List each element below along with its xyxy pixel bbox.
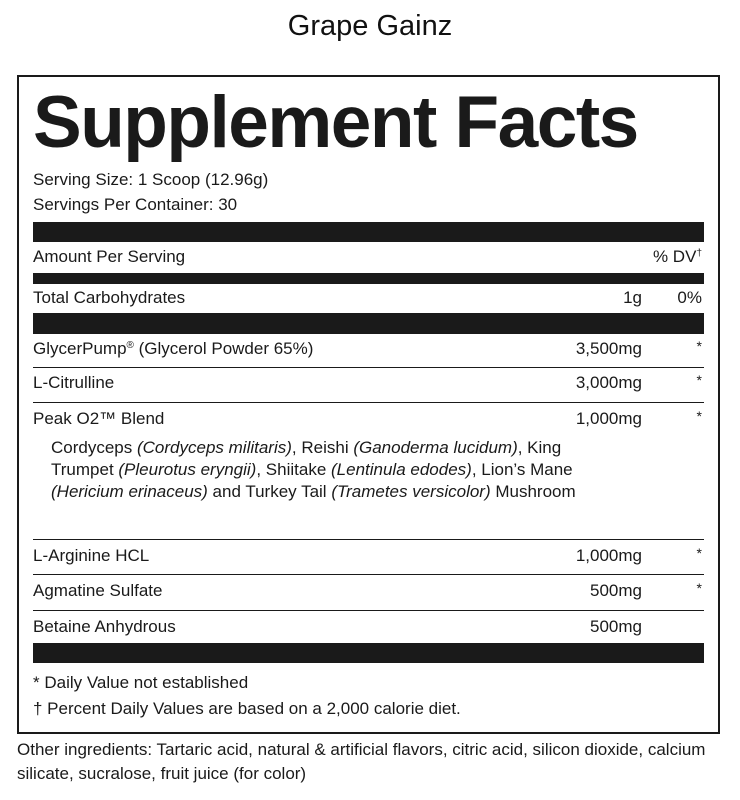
ingredient-name: Peak O2™ Blend	[33, 409, 165, 428]
table-row	[33, 286, 704, 310]
ingredient-name: Agmatine Sulfate	[33, 581, 163, 600]
ingredient-amount: 1g	[623, 288, 642, 307]
servings-per-container: Servings Per Container: 30	[33, 195, 238, 214]
ingredient-name: L-Citrulline	[33, 373, 115, 392]
ingredient-amount: 500mg	[590, 581, 642, 600]
ingredient-name: Betaine Anhydrous	[33, 617, 176, 636]
medium-divider	[33, 273, 704, 284]
daily-value-footnote: * Daily Value not established	[33, 673, 249, 692]
thick-divider	[33, 313, 704, 334]
table-row	[33, 371, 704, 395]
row-divider	[33, 610, 704, 611]
amount-per-serving-header	[33, 245, 704, 269]
percent-dv-footnote: † Percent Daily Values are based on a 2,000 calorie diet.	[33, 699, 461, 718]
amount-per-serving-label: Amount Per Serving	[33, 247, 186, 266]
ingredient-dv: *	[696, 545, 702, 561]
row-divider	[33, 367, 704, 368]
product-title: Grape Gainz	[287, 10, 453, 42]
row-divider	[33, 539, 704, 540]
row-divider	[33, 402, 704, 403]
other-ingredients: Other ingredients: Tartaric acid, natural & artificial flavors, citric acid, silicon dioxide, calcium silicate, sucralose, fruit juice (for color)	[17, 740, 706, 783]
supplement-facts-panel	[17, 75, 720, 734]
ingredient-amount: 1,000mg	[575, 409, 642, 428]
table-row	[33, 615, 704, 639]
serving-size: Serving Size: 1 Scoop (12.96g)	[33, 170, 269, 189]
ingredient-name: Total Carbohydrates	[33, 288, 186, 307]
ingredient-amount: 3,000mg	[575, 373, 642, 392]
ingredient-dv: *	[696, 372, 702, 388]
blend-description: Cordyceps (Cordyceps militaris), Reishi (Ganoderma lucidum), King Trumpet (Pleurotus eryngii), Shiitake (Lentinula edodes), Lion’s Mane (Hericium erinaceus) and Turkey Tail (Trametes versicolor) Mushroom	[51, 438, 576, 501]
ingredient-name: L-Arginine HCL	[33, 546, 150, 565]
row-divider	[33, 574, 704, 575]
table-row	[33, 544, 704, 568]
ingredient-dv: *	[696, 338, 702, 354]
table-row	[33, 407, 704, 431]
ingredient-amount: 3,500mg	[575, 339, 642, 358]
ingredient-dv: 0%	[677, 288, 702, 307]
ingredient-dv: *	[696, 408, 702, 424]
ingredient-dv: *	[696, 580, 702, 596]
ingredient-amount: 1,000mg	[575, 546, 642, 565]
thick-divider	[33, 222, 704, 242]
ingredient-name: GlycerPump® (Glycerol Powder 65%)	[33, 339, 314, 358]
panel-heading: Supplement Facts	[33, 82, 638, 163]
ingredient-amount: 500mg	[590, 617, 642, 636]
table-row	[33, 579, 704, 603]
thick-divider	[33, 643, 704, 663]
table-row	[33, 337, 704, 361]
dv-header: % DV†	[652, 247, 702, 266]
